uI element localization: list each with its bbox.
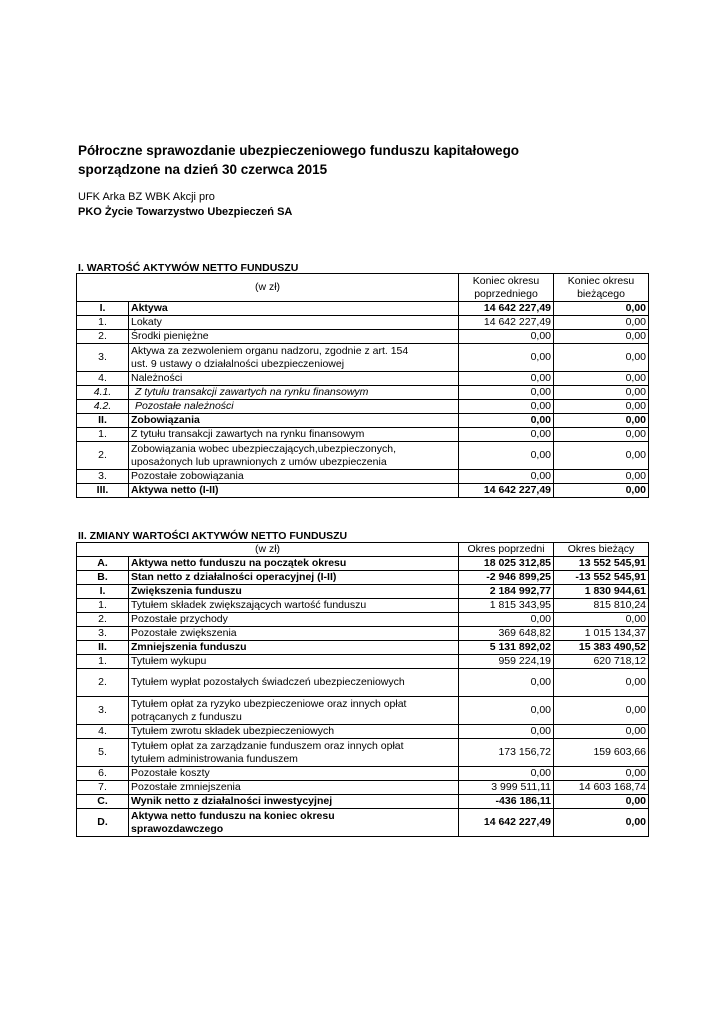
table-row xyxy=(77,372,649,386)
row-label-line1: Aktywa za zezwoleniem organu nadzoru, zgodnie z art. 154 xyxy=(131,344,409,357)
row-value-curr: 0,00 xyxy=(554,414,649,428)
row-value-curr: 14 603 168,74 xyxy=(554,781,649,795)
report-title-line2: sporządzone na dzień 30 czerwca 2015 xyxy=(78,162,328,177)
row-value-prev: 0,00 xyxy=(459,669,554,697)
col-curr-header-line2: bieżącego xyxy=(577,287,625,300)
row-value-curr: 0,00 xyxy=(554,669,649,697)
table-header-row xyxy=(77,274,649,302)
row-value-curr: 0,00 xyxy=(554,344,649,372)
row-value-curr: 815 810,24 xyxy=(554,599,649,613)
row-label-line2: sprawozdawczego xyxy=(131,822,224,835)
row-number: 2. xyxy=(77,330,129,344)
row-number: 7. xyxy=(77,781,129,795)
table-row xyxy=(77,655,649,669)
row-number: D. xyxy=(77,809,129,837)
col-prev-header xyxy=(459,274,554,302)
row-number: 4. xyxy=(77,725,129,739)
unit-label: (w zł) xyxy=(77,274,459,302)
row-value-curr: 0,00 xyxy=(554,767,649,781)
row-label: Tytułem składek zwiększających wartość funduszu xyxy=(129,599,459,613)
row-label: Pozostałe należności xyxy=(129,400,459,414)
row-label-line1: Zobowiązania wobec ubezpieczających,ubezpieczonych, xyxy=(131,442,396,455)
row-number: 3. xyxy=(77,627,129,641)
row-value-curr: 0,00 xyxy=(554,386,649,400)
row-label-line2: potrącanych z funduszu xyxy=(131,710,242,723)
table-row xyxy=(77,414,649,428)
row-label: Pozostałe zobowiązania xyxy=(129,470,459,484)
row-value-prev: 0,00 xyxy=(459,442,554,470)
row-number: 2. xyxy=(77,442,129,470)
row-number: I. xyxy=(77,585,129,599)
row-value-prev: -2 946 899,25 xyxy=(459,571,554,585)
row-label: Pozostałe zwiększenia xyxy=(129,627,459,641)
row-label: Aktywa netto (I-II) xyxy=(129,484,459,498)
report-title xyxy=(78,141,678,179)
table-row xyxy=(77,302,649,316)
table-row xyxy=(77,316,649,330)
row-number: II. xyxy=(77,414,129,428)
row-label-line2: ust. 9 ustawy o działalności ubezpieczeniowej xyxy=(131,357,345,370)
row-value-prev: 14 642 227,49 xyxy=(459,809,554,837)
row-value-prev: 5 131 892,02 xyxy=(459,641,554,655)
col-prev-header-line2: poprzedniego xyxy=(474,287,538,300)
row-label xyxy=(129,344,459,372)
table-header-row xyxy=(77,543,649,557)
table-row xyxy=(77,781,649,795)
table-row xyxy=(77,571,649,585)
row-value-prev: 18 025 312,85 xyxy=(459,557,554,571)
row-value-prev: 0,00 xyxy=(459,344,554,372)
row-value-prev: 959 224,19 xyxy=(459,655,554,669)
row-value-curr: 0,00 xyxy=(554,302,649,316)
row-label: Pozostałe zmniejszenia xyxy=(129,781,459,795)
table-row xyxy=(77,641,649,655)
table-row xyxy=(77,627,649,641)
row-value-prev: 14 642 227,49 xyxy=(459,302,554,316)
row-number: 3. xyxy=(77,344,129,372)
row-label-line2: tytułem administrowania funduszem xyxy=(131,752,298,765)
row-label: Środki pieniężne xyxy=(129,330,459,344)
table-row xyxy=(77,400,649,414)
row-value-prev: 2 184 992,77 xyxy=(459,585,554,599)
row-number: 6. xyxy=(77,767,129,781)
row-label: Z tytułu transakcji zawartych na rynku finansowym xyxy=(129,386,459,400)
table-row xyxy=(77,470,649,484)
row-number: 4.2. xyxy=(77,400,129,414)
col-curr-header: Okres bieżący xyxy=(554,543,649,557)
row-label: Tytułem zwrotu składek ubezpieczeniowych xyxy=(129,725,459,739)
col-curr-header-line1: Koniec okresu xyxy=(567,274,635,287)
row-value-prev: 0,00 xyxy=(459,767,554,781)
net-assets-changes-table xyxy=(76,542,649,837)
row-label-line1: Tytułem opłat za zarządzanie funduszem oraz innych opłat xyxy=(131,739,404,752)
report-title-line1: Półroczne sprawozdanie ubezpieczeniowego funduszu kapitałowego xyxy=(78,143,520,158)
row-label xyxy=(129,739,459,767)
row-value-prev: 0,00 xyxy=(459,372,554,386)
row-label: Z tytułu transakcji zawartych na rynku finansowym xyxy=(129,428,459,442)
row-value-prev: 3 999 511,11 xyxy=(459,781,554,795)
row-number: 3. xyxy=(77,697,129,725)
table-row xyxy=(77,442,649,470)
row-label: Zmniejszenia funduszu xyxy=(129,641,459,655)
table-row xyxy=(77,484,649,498)
row-value-curr: 15 383 490,52 xyxy=(554,641,649,655)
table-row xyxy=(77,599,649,613)
row-value-curr: 0,00 xyxy=(554,484,649,498)
row-value-curr: 0,00 xyxy=(554,795,649,809)
row-value-prev: 14 642 227,49 xyxy=(459,484,554,498)
row-value-prev: 0,00 xyxy=(459,428,554,442)
table-row xyxy=(77,739,649,767)
row-number: 4. xyxy=(77,372,129,386)
row-label-line1: Aktywa netto funduszu na koniec okresu xyxy=(131,809,335,822)
net-assets-table xyxy=(76,273,649,498)
row-value-curr: 0,00 xyxy=(554,400,649,414)
row-number: C. xyxy=(77,795,129,809)
col-curr-header xyxy=(554,274,649,302)
table-row xyxy=(77,585,649,599)
row-number: 1. xyxy=(77,316,129,330)
row-value-prev: -436 186,11 xyxy=(459,795,554,809)
row-number: A. xyxy=(77,557,129,571)
row-value-prev: 1 815 343,95 xyxy=(459,599,554,613)
row-value-curr: 1 830 944,61 xyxy=(554,585,649,599)
row-number: 2. xyxy=(77,669,129,697)
row-value-prev: 0,00 xyxy=(459,414,554,428)
row-label: Pozostałe przychody xyxy=(129,613,459,627)
row-value-curr: 0,00 xyxy=(554,470,649,484)
row-value-prev: 0,00 xyxy=(459,725,554,739)
row-value-curr: 0,00 xyxy=(554,809,649,837)
row-value-prev: 369 648,82 xyxy=(459,627,554,641)
row-number: 1. xyxy=(77,599,129,613)
col-prev-header: Okres poprzedni xyxy=(459,543,554,557)
table-row xyxy=(77,428,649,442)
row-value-curr: 13 552 545,91 xyxy=(554,557,649,571)
row-number: 2. xyxy=(77,613,129,627)
row-value-curr: 0,00 xyxy=(554,442,649,470)
row-value-prev: 0,00 xyxy=(459,613,554,627)
row-value-curr: 1 015 134,37 xyxy=(554,627,649,641)
row-label: Wynik netto z działalności inwestycyjnej xyxy=(129,795,459,809)
row-value-curr: 159 603,66 xyxy=(554,739,649,767)
row-number: 1. xyxy=(77,428,129,442)
row-label-line1: Tytułem opłat za ryzyko ubezpieczeniowe oraz innych opłat xyxy=(131,697,407,710)
row-label xyxy=(129,809,459,837)
row-number: 3. xyxy=(77,470,129,484)
row-number: II. xyxy=(77,641,129,655)
row-value-prev: 14 642 227,49 xyxy=(459,316,554,330)
row-label xyxy=(129,442,459,470)
row-label: Należności xyxy=(129,372,459,386)
row-number: III. xyxy=(77,484,129,498)
row-value-curr: 0,00 xyxy=(554,372,649,386)
row-value-curr: 0,00 xyxy=(554,725,649,739)
company-name: PKO Życie Towarzystwo Ubezpieczeń SA xyxy=(78,206,293,218)
table-row xyxy=(77,330,649,344)
table-row xyxy=(77,669,649,697)
row-value-prev: 0,00 xyxy=(459,386,554,400)
table-row xyxy=(77,725,649,739)
row-label: Aktywa xyxy=(129,302,459,316)
unit-label: (w zł) xyxy=(77,543,459,557)
row-number: 1. xyxy=(77,655,129,669)
row-value-curr: -13 552 545,91 xyxy=(554,571,649,585)
row-value-curr: 0,00 xyxy=(554,697,649,725)
row-label: Aktywa netto funduszu na początek okresu xyxy=(129,557,459,571)
col-prev-header-line1: Koniec okresu xyxy=(472,274,540,287)
row-number: 4.1. xyxy=(77,386,129,400)
row-value-curr: 0,00 xyxy=(554,428,649,442)
row-value-prev: 0,00 xyxy=(459,330,554,344)
row-label: Zwiększenia funduszu xyxy=(129,585,459,599)
table-row xyxy=(77,613,649,627)
row-label: Tytułem wypłat pozostałych świadczeń ubezpieczeniowych xyxy=(129,669,459,697)
row-value-curr: 620 718,12 xyxy=(554,655,649,669)
row-label: Lokaty xyxy=(129,316,459,330)
row-value-curr: 0,00 xyxy=(554,613,649,627)
row-value-prev: 0,00 xyxy=(459,470,554,484)
row-label xyxy=(129,697,459,725)
row-number: I. xyxy=(77,302,129,316)
row-value-curr: 0,00 xyxy=(554,330,649,344)
table-row xyxy=(77,697,649,725)
row-label: Stan netto z działalności operacyjnej (I-II) xyxy=(129,571,459,585)
table-row xyxy=(77,557,649,571)
section2-heading: II. ZMIANY WARTOŚCI AKTYWÓW NETTO FUNDUSZU xyxy=(78,530,348,542)
row-label: Zobowiązania xyxy=(129,414,459,428)
table-row xyxy=(77,767,649,781)
row-value-prev: 0,00 xyxy=(459,697,554,725)
row-label: Tytułem wykupu xyxy=(129,655,459,669)
row-number: 5. xyxy=(77,739,129,767)
row-number: B. xyxy=(77,571,129,585)
table-row xyxy=(77,386,649,400)
row-label-line2: uposażonych lub uprawnionych z umów ubezpieczenia xyxy=(131,455,387,468)
table-row xyxy=(77,809,649,837)
section1-heading: I. WARTOŚĆ AKTYWÓW NETTO FUNDUSZU xyxy=(78,262,299,274)
table-row xyxy=(77,795,649,809)
row-value-prev: 173 156,72 xyxy=(459,739,554,767)
row-value-prev: 0,00 xyxy=(459,400,554,414)
fund-name: UFK Arka BZ WBK Akcji pro xyxy=(78,191,215,203)
row-label: Pozostałe koszty xyxy=(129,767,459,781)
table-row xyxy=(77,344,649,372)
row-value-curr: 0,00 xyxy=(554,316,649,330)
